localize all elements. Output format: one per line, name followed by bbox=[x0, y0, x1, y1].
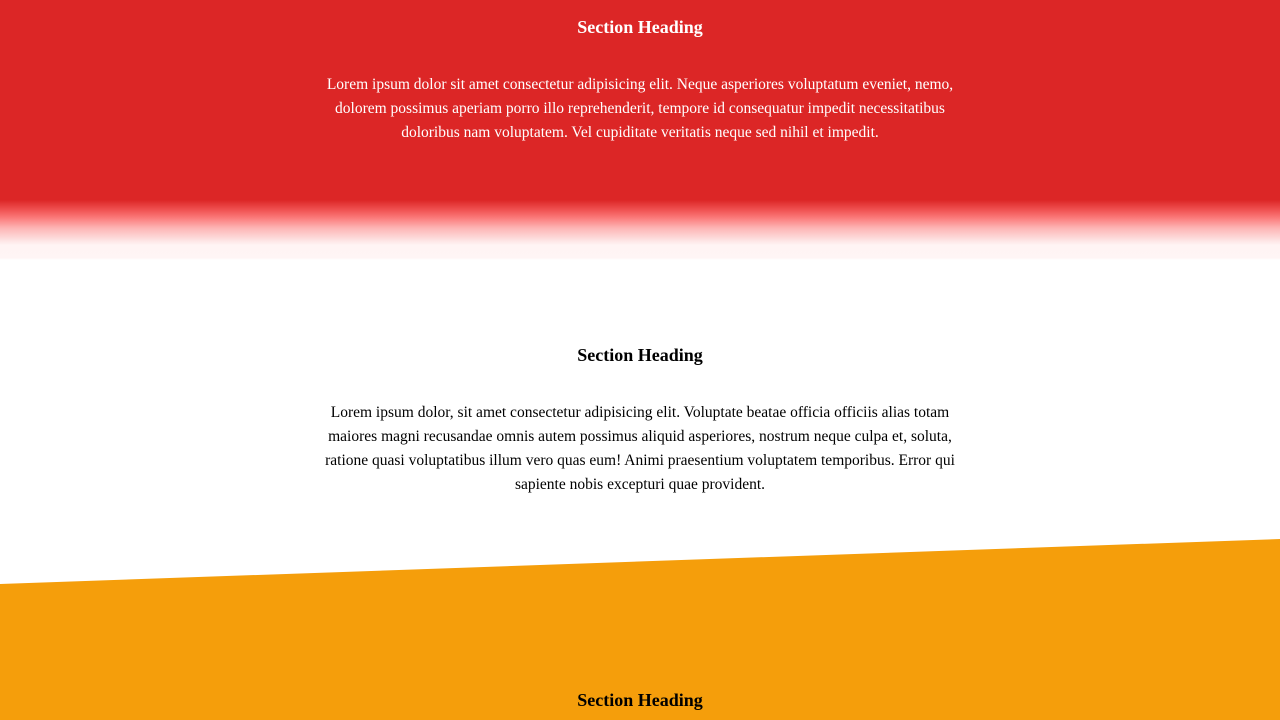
section-heading: Section Heading bbox=[577, 690, 703, 710]
section-heading: Section Heading bbox=[577, 17, 703, 37]
section-orange-content bbox=[0, 688, 1280, 712]
section-paragraph: Lorem ipsum dolor sit amet consectetur adipisicing elit. Neque asperiores voluptatum eveniet, nemo, dolorem possimus aperiam porro illo reprehenderit, tempore id consequatur impedit necessitatibus doloribus nam voluptatem. Vel cupiditate veritatis neque sed nihil et impedit. bbox=[326, 76, 954, 141]
section-paragraph: Lorem ipsum dolor, sit amet consectetur adipisicing elit. Voluptate beatae officia officiis alias totam maiores magni recusandae omnis autem possimus aliquid asperiores, nostrum neque culpa et, soluta, ratione quasi voluptatibus illum vero quas eum! Animi praesentium voluptatem temporibus. Error qui sapiente nobis excepturi quae provident. bbox=[325, 404, 955, 493]
section-heading: Section Heading bbox=[577, 345, 703, 365]
